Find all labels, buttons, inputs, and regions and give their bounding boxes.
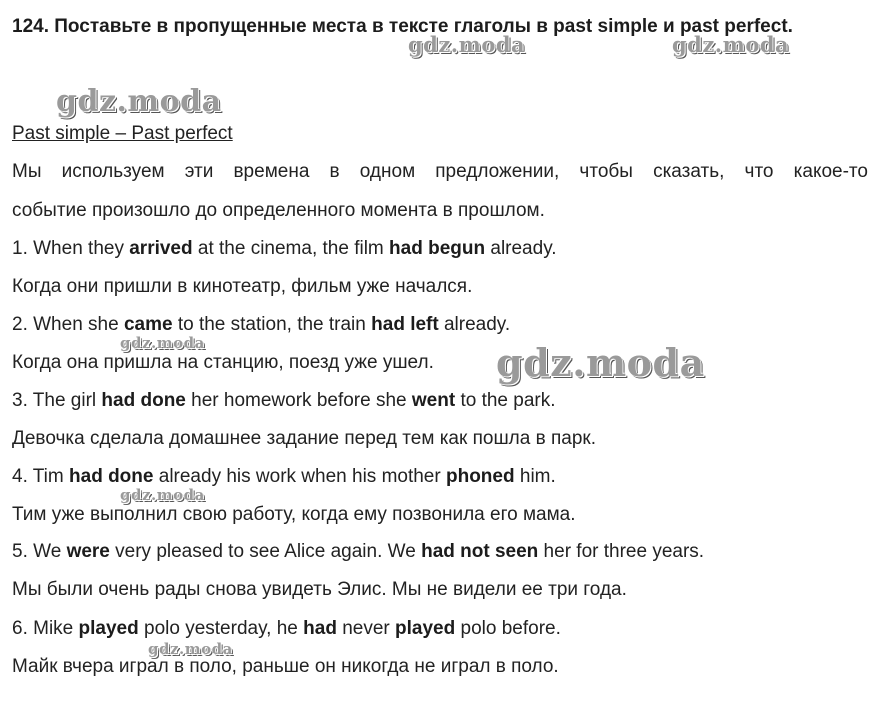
sentence-text: 3. The girl [12,390,102,411]
sentence-text: already. [485,238,557,259]
answer-verb: had not seen [421,541,539,562]
answer-verb: had done [101,390,186,411]
sentence-text: her homework before she [185,390,412,411]
sentence-english [12,387,868,415]
sentence-russian: Тим уже выполнил свою работу, когда ему позвонила его мама. [12,504,576,525]
watermark: gdz.moda [120,486,205,504]
sentence-text: her for three years. [538,541,705,562]
intro-line: событие произошло до определенного момента в прошлом. [12,200,545,221]
sentence-russian: Девочка сделала домашнее задание перед тем как пошла в парк. [12,428,596,449]
sentence-english [12,615,868,643]
watermark: gdz.moda [672,32,790,57]
sentence-russian: Когда они пришли в кинотеатр, фильм уже начался. [12,276,473,297]
answer-verb: came [123,314,173,335]
sentence-text: 2. When she [12,314,124,335]
answer-verb: had [303,618,337,639]
sentence-text: at the cinema, the film [192,238,390,259]
answer-verb: phoned [445,466,515,487]
intro-line: Мы используем эти времена в одном предложении, чтобы сказать, что какое-то [12,161,868,182]
sentence-text: polo yesterday, he [138,618,304,639]
sentence-text: him. [514,466,556,487]
answer-verb: had done [69,466,154,487]
sentence-text: very pleased to see Alice again. We [109,541,422,562]
watermark: gdz.moda [408,32,526,57]
exercise-title: 124. Поставьте в пропущенные места в тексте глаголы в past simple и past perfect. [12,16,793,37]
answer-verb: went [411,390,456,411]
answer-verb: played [78,618,139,639]
answer-verb: were [66,541,110,562]
answer-verb: arrived [129,238,193,259]
sentence-russian: Когда она пришла на станцию, поезд уже ушел. [12,352,434,373]
answer-verb: had left [371,314,439,335]
sentence-text: 1. When they [12,238,130,259]
sentence-text: 5. We [12,541,67,562]
sentence-text: 4. Tim [12,466,70,487]
sentence-text: never [336,618,396,639]
sentence-english [12,235,868,263]
watermark: gdz.moda [56,84,222,119]
answer-verb: played [395,618,456,639]
subheading: Past simple – Past perfect [12,123,233,144]
sentence-text: already. [438,314,511,335]
answer-verb: had begun [389,238,486,259]
sentence-text: to the park. [455,390,556,411]
watermark: gdz.moda [496,340,705,385]
sentence-russian: Майк вчера играл в поло, раньше он никогда не играл в поло. [12,656,559,677]
sentence-english [12,538,868,566]
sentence-text: already his work when his mother [153,466,446,487]
watermark: gdz.moda [148,640,233,658]
sentence-text: 6. Mike [12,618,79,639]
sentence-russian: Мы были очень рады снова увидеть Элис. Мы не видели ее три года. [12,579,627,600]
sentence-text: to the station, the train [172,314,372,335]
watermark: gdz.moda [120,334,205,352]
sentence-text: polo before. [455,618,561,639]
